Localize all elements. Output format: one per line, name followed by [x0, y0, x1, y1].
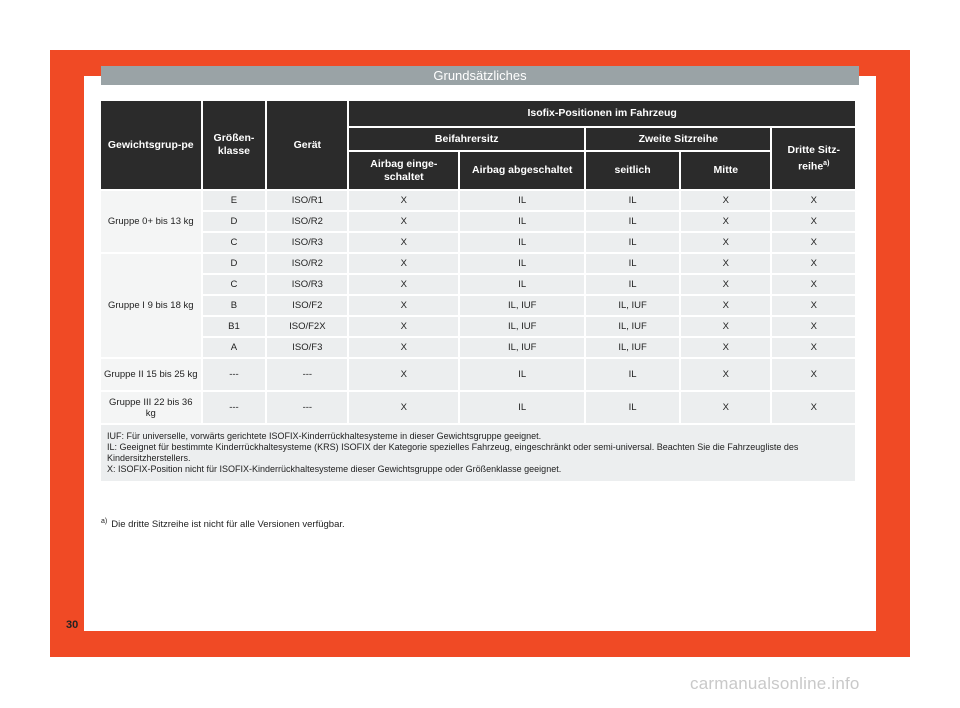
footnote: $^{a)}$ Die dritte Sitzreihe ist nicht für alle Versionen verfügbar. [101, 518, 345, 531]
cell-middle: X [681, 317, 770, 336]
note-il: IL: Geeignet für bestimmte Kinderrückhaltesysteme (KRS) ISOFIX der Kategorie spezielles Fahrzeug, eingeschränkt oder semi-universal. Beachten Sie die Fahrzeugliste des Kindersitzherstellers. [107, 442, 799, 463]
cell-third: X [772, 338, 855, 357]
cell-side: IL [586, 359, 679, 390]
note-iuf: IUF: Für universelle, vorwärts gerichtete ISOFIX-Kinderrückhaltesysteme in dieser Gewichtsgruppe geeignet. [107, 431, 542, 441]
table-row [101, 275, 855, 294]
cell-middle: X [681, 275, 770, 294]
cell-airbag-off: IL [460, 191, 584, 210]
cell-airbag-off: IL, IUF [460, 317, 584, 336]
cell-device: ISO/F2X [267, 317, 347, 336]
col-isofix-positions: Isofix-Positionen im Fahrzeug [349, 101, 855, 126]
weight-group-cell: Gruppe I 9 bis 18 kg [101, 254, 201, 357]
weight-group-cell: Gruppe 0+ bis 13 kg [101, 191, 201, 252]
cell-size: B1 [203, 317, 266, 336]
cell-side: IL [586, 392, 679, 423]
cell-device: ISO/F3 [267, 338, 347, 357]
cell-middle: X [681, 359, 770, 390]
cell-airbag-off: IL, IUF [460, 296, 584, 315]
cell-device: --- [267, 392, 347, 423]
table-row [101, 191, 855, 210]
cell-airbag-on: X [349, 191, 458, 210]
cell-side: IL [586, 275, 679, 294]
cell-airbag-off: IL [460, 359, 584, 390]
cell-middle: X [681, 254, 770, 273]
section-header: Grundsätzliches [101, 66, 859, 85]
table-row [101, 212, 855, 231]
page-number: 30 [66, 619, 79, 631]
cell-size: --- [203, 392, 266, 423]
cell-side: IL, IUF [586, 338, 679, 357]
col-weight-group: Gewichtsgrup-pe [101, 101, 201, 189]
cell-size: C [203, 275, 266, 294]
table-row [101, 359, 855, 390]
weight-group-cell: Gruppe III 22 bis 36 kg [101, 392, 201, 423]
legend-notes [101, 425, 855, 481]
cell-middle: X [681, 338, 770, 357]
isofix-table [99, 99, 857, 483]
col-size-class: Größen-klasse [203, 101, 266, 189]
col-second-row: Zweite Sitzreihe [586, 128, 770, 150]
table-row [101, 254, 855, 273]
cell-size: E [203, 191, 266, 210]
cell-third: X [772, 296, 855, 315]
cell-airbag-off: IL [460, 233, 584, 252]
cell-middle: X [681, 233, 770, 252]
cell-device: ISO/R2 [267, 254, 347, 273]
cell-side: IL, IUF [586, 296, 679, 315]
cell-device: ISO/R2 [267, 212, 347, 231]
col-middle: Mitte [681, 152, 770, 189]
table-row [101, 338, 855, 357]
cell-airbag-on: X [349, 359, 458, 390]
cell-middle: X [681, 212, 770, 231]
col-passenger-seat: Beifahrersitz [349, 128, 584, 150]
col-airbag-on: Airbag einge-schaltet [349, 152, 458, 189]
cell-airbag-off: IL [460, 275, 584, 294]
cell-airbag-on: X [349, 296, 458, 315]
col-third-row: Dritte Sitz-reihe$^{a)}$ [772, 128, 855, 189]
cell-third: X [772, 233, 855, 252]
cell-airbag-off: IL [460, 254, 584, 273]
cell-size: D [203, 212, 266, 231]
cell-size: --- [203, 359, 266, 390]
cell-side: IL [586, 212, 679, 231]
cell-third: X [772, 392, 855, 423]
cell-airbag-on: X [349, 254, 458, 273]
cell-third: X [772, 212, 855, 231]
cell-middle: X [681, 392, 770, 423]
cell-side: IL, IUF [586, 317, 679, 336]
cell-third: X [772, 359, 855, 390]
cell-device: ISO/R3 [267, 233, 347, 252]
table-row [101, 317, 855, 336]
cell-third: X [772, 317, 855, 336]
weight-group-cell: Gruppe II 15 bis 25 kg [101, 359, 201, 390]
cell-size: C [203, 233, 266, 252]
cell-side: IL [586, 254, 679, 273]
table-row [101, 392, 855, 423]
cell-middle: X [681, 296, 770, 315]
cell-third: X [772, 191, 855, 210]
cell-airbag-off: IL [460, 212, 584, 231]
cell-airbag-on: X [349, 317, 458, 336]
cell-airbag-on: X [349, 338, 458, 357]
cell-device: --- [267, 359, 347, 390]
cell-airbag-on: X [349, 233, 458, 252]
cell-third: X [772, 275, 855, 294]
cell-middle: X [681, 191, 770, 210]
cell-airbag-on: X [349, 392, 458, 423]
col-airbag-off: Airbag abgeschaltet [460, 152, 584, 189]
col-device: Gerät [267, 101, 347, 189]
cell-size: B [203, 296, 266, 315]
cell-airbag-off: IL [460, 392, 584, 423]
watermark: carmanualsonline.info [690, 674, 860, 693]
table-row [101, 296, 855, 315]
cell-airbag-on: X [349, 212, 458, 231]
cell-size: A [203, 338, 266, 357]
cell-device: ISO/R3 [267, 275, 347, 294]
cell-airbag-off: IL, IUF [460, 338, 584, 357]
cell-side: IL [586, 233, 679, 252]
cell-airbag-on: X [349, 275, 458, 294]
cell-device: ISO/F2 [267, 296, 347, 315]
cell-side: IL [586, 191, 679, 210]
col-side: seitlich [586, 152, 679, 189]
table-row [101, 233, 855, 252]
note-x: X: ISOFIX-Position nicht für ISOFIX-Kinderrückhaltesysteme dieser Gewichtsgruppe oder Größenklasse geeignet. [107, 464, 562, 474]
cell-device: ISO/R1 [267, 191, 347, 210]
cell-size: D [203, 254, 266, 273]
cell-third: X [772, 254, 855, 273]
